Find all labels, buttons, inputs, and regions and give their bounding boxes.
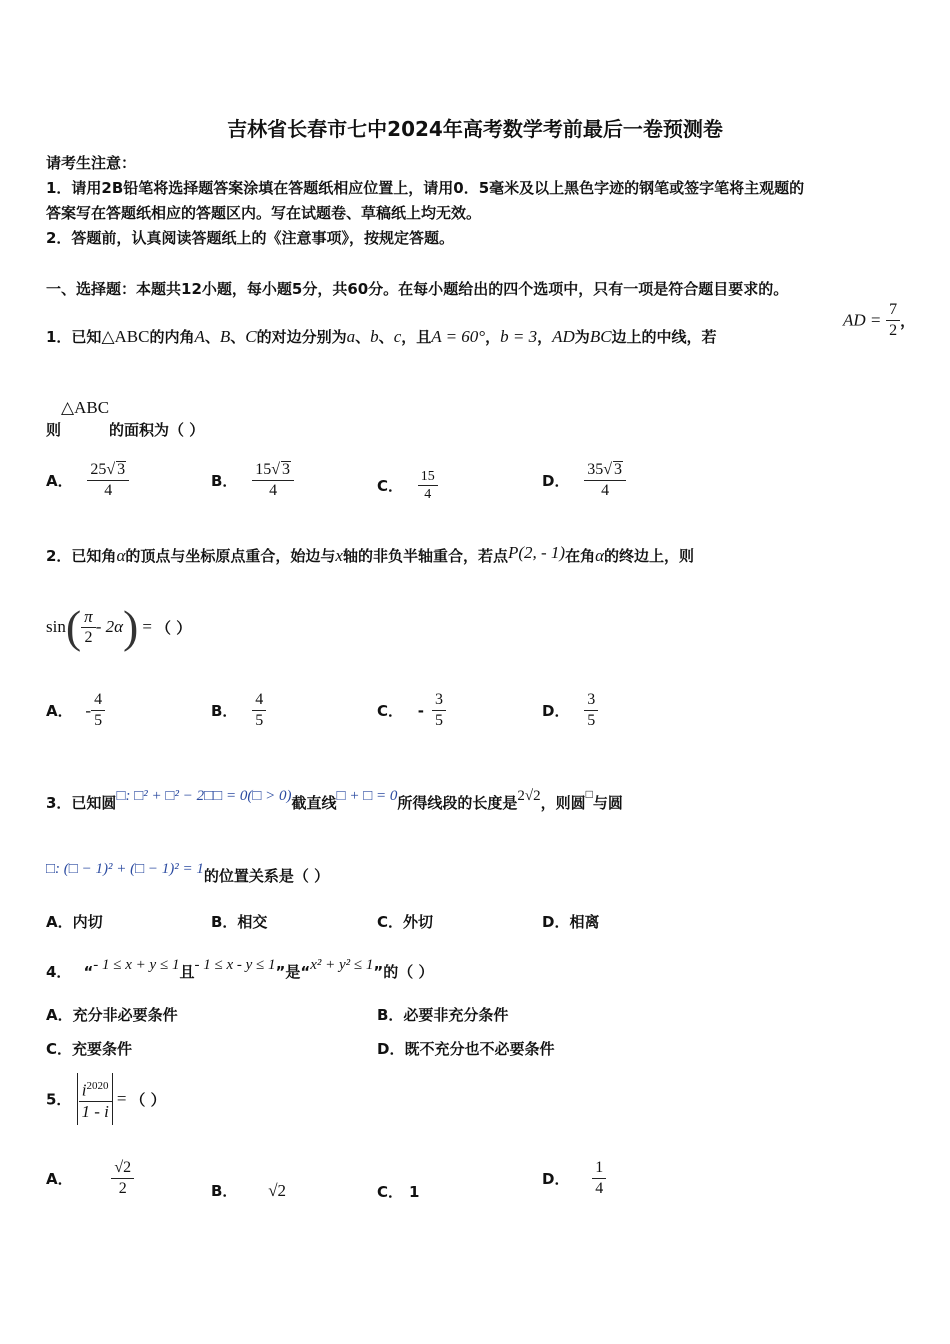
q4-option-a[interactable]: A．充分非必要条件 [46,1006,178,1024]
q2-text: 轴的非负半轴重合，若点 [342,547,508,565]
fraction-denominator: 5 [587,712,596,729]
fraction-numerator: i [81,1080,87,1100]
question-2-line-1 [46,543,694,566]
q5-blank: （ ） [130,1090,166,1109]
q2-text: 的终边上，则 [604,547,695,565]
q5-equals: = [116,1089,127,1108]
q1-text: ，且 [401,328,432,346]
q1-sep: 、 [355,328,371,346]
q1-var: B [219,327,231,346]
q2-text: 的顶点与坐标原点重合，始边与 [125,547,336,565]
option-fraction: $\frac{25√ 3}{4}$ [87,460,129,501]
q4-quote: ” [373,963,384,981]
q2-option-c[interactable] [377,690,446,731]
page-title: 吉林省长春市七中2024年高考数学考前最后一卷预测卷 [227,117,723,141]
fraction-coefficient: 25 [90,461,107,478]
q1-option-c[interactable] [377,468,438,503]
q5-option-d[interactable] [542,1158,606,1199]
option-fraction [252,690,266,731]
fraction-numerator: 3 [432,690,446,711]
q4-condition-3: x² + y² ≤ 1 [310,957,374,973]
q1-sep: 、 [230,328,246,346]
question-2-expression [46,601,192,652]
q1-sep: ， [485,328,501,346]
q5-exponent: 2020 [86,1079,109,1092]
question-4-line [46,957,434,982]
q1-var: A [194,327,205,346]
notice-line-2: 答案写在答题纸相应的答题区内。写在试题卷、草稿纸上均无效。 [46,204,482,222]
option-fraction [418,468,438,503]
fraction-denominator: 2 [889,322,898,339]
q1-side: BC [589,327,612,346]
option-fraction [111,1158,134,1199]
q5-option-c[interactable] [377,1181,419,1202]
fraction-denominator: 4 [601,482,610,499]
option-label: A． [46,702,73,720]
fraction-denominator: 4 [424,487,432,502]
q3-text: 截直线 [291,794,337,812]
option-label: D． [542,472,570,490]
q1-option-d[interactable] [542,460,626,501]
q1-var: C [245,327,257,346]
q3-option-c[interactable]: C．外切 [377,913,434,931]
fraction-denominator: 5 [94,712,103,729]
fraction-denominator: 1 - i [81,1102,109,1122]
q4-text: 的（ ） [383,963,434,981]
fraction-numerator: 15 [418,468,438,486]
option-value: 1 [409,1183,420,1201]
q1-triangle: △ABC [61,398,110,417]
q5-option-a[interactable] [46,1158,134,1199]
fraction-numerator: 7 [886,300,900,321]
option-fraction [592,1158,606,1199]
option-value: √2 [268,1181,287,1200]
fraction-coefficient: 15 [255,461,272,478]
option-label: D． [542,702,570,720]
notice-line-3: 2．答题前，认真阅读答题纸上的《注意事项》，按规定答题。 [46,229,454,247]
q4-quote: ” [275,963,286,981]
q1-sep: ， [900,312,916,330]
q1-option-a[interactable] [46,460,129,501]
option-label: C． [377,477,404,495]
option-sign: - [417,701,425,720]
fraction-numerator: 4 [252,690,266,711]
q1-ad-eq: AD = [843,310,882,330]
fraction-coefficient: 35 [587,461,604,478]
q4-condition-1: - 1 ≤ x + y ≤ 1 [93,957,180,973]
q1-median: AD [552,327,575,346]
fraction-numerator: π [81,607,96,628]
abs-bar-right [112,1073,113,1125]
option-label: B． [211,1182,238,1200]
q1-sep: ， [537,328,553,346]
section-heading: 一、选择题：本题共12小题，每小题5分，共60分。在每小题给出的四个选项中，只有一项是符合题目要求的。 [46,280,789,298]
option-label: A． [46,472,73,490]
q1-text: 的面积为（ ） [109,421,205,439]
q1-text: 则 [46,421,62,439]
notice-heading: 请考生注意： [46,154,137,172]
q2-x: x [335,546,343,565]
q3-text: ，则圆 [540,794,586,812]
q2-option-a[interactable] [46,690,105,731]
q1-text: 边上的中线，若 [611,328,717,346]
question-1-line-1 [46,326,717,347]
q1-text: 为 [574,328,590,346]
q3-circle-n-equation: □: (□ − 1)² + (□ − 1)² = 1 [46,861,204,877]
q3-text: 与圆 [592,794,623,812]
q3-option-a[interactable]: A．内切 [46,913,103,931]
q4-quote: “ [83,963,94,981]
q2-minus-2alpha: - 2α [95,617,124,636]
q1-var: c [393,327,402,346]
option-label: D． [542,1170,570,1188]
q5-text: 5． [46,1090,72,1109]
notice-line-1: 1．请用2B铅笔将选择题答案涂填在答题纸相应位置上，请用0．5毫米及以上黑色字迹的钢笔或签字笔将主观题的 [46,179,805,197]
q5-option-b[interactable] [211,1180,286,1201]
q3-line-equation: □ + □ = 0 [336,788,398,804]
q1-text: 的对边分别为 [256,328,347,346]
fraction-numerator: 4 [91,690,105,711]
q1-sep: 、 [204,328,220,346]
fraction-denominator: 2 [118,1180,127,1197]
option-label: A． [46,1170,73,1188]
fraction-numerator: √2 [111,1158,134,1179]
option-label: B． [211,472,238,490]
q1-condition-side: b = 3 [500,327,538,346]
question-3-line-2 [46,861,329,886]
fraction-denominator: 5 [255,712,264,729]
question-3-line-1 [46,787,623,813]
fraction-denominator: 4 [269,482,278,499]
q2-point: P(2, - 1) [507,543,566,562]
q2-option-d[interactable] [542,690,598,731]
question-5-line [46,1073,166,1125]
sqrt-radicand: 3 [117,461,126,478]
q3-text: 的位置关系是（ ） [203,867,330,885]
q2-blank: （ ） [155,618,192,637]
option-label: C． [377,1183,404,1201]
q3-option-b[interactable]: B．相交 [211,913,268,931]
option-fraction [584,690,598,731]
left-paren: ( [65,601,82,652]
question-1-line-2 [46,398,204,440]
q1-ad-fraction [886,300,900,341]
sqrt-radicand: 3 [282,461,290,478]
q4-text: 是 [285,963,301,981]
q2-pi-fraction [81,607,96,648]
q2-sin: sin [46,617,66,636]
q3-chord-length: 2√2 [517,788,541,804]
q2-equals: = [142,617,152,636]
q3-text: 3．已知圆 [46,794,117,812]
q4-text: 4． [46,963,72,981]
q1-ad-formula [843,300,915,341]
q4-option-c[interactable]: C．充要条件 [46,1040,133,1058]
q5-fraction [78,1076,111,1122]
sqrt-radicand: 3 [614,461,623,478]
q1-text: 1．已知 [46,328,102,346]
q2-text: 2．已知角 [46,547,117,565]
q2-alpha: α [116,546,126,565]
q1-option-b[interactable] [211,460,294,501]
q4-condition-2: - 1 ≤ x - y ≤ 1 [194,957,276,973]
fraction-denominator: 5 [435,712,444,729]
option-sign: - [85,700,92,720]
q3-text: 所得线段的长度是 [397,794,518,812]
option-fraction: $\frac{35√ 3}{4}$ [584,460,626,501]
option-label: B． [211,702,238,720]
q1-sep: 、 [378,328,394,346]
q3-option-d[interactable]: D．相离 [542,913,600,931]
option-fraction: $\frac{15√ 3}{4}$ [252,460,294,501]
right-paren: ) [123,601,139,652]
q3-circle-m-equation: □: □² + □² − 2□□ = 0(□ > 0) [116,788,292,804]
q1-var: a [346,327,356,346]
q4-text: 且 [179,963,195,981]
fraction-denominator: 4 [104,482,113,499]
q2-alpha: α [595,546,605,565]
q1-text: 的内角 [149,328,195,346]
q4-option-b[interactable]: B．必要非充分条件 [377,1006,509,1024]
q3-circle-name: □ [585,787,593,801]
option-label: C． [377,702,404,720]
q1-triangle: △ABC [101,327,150,346]
q2-option-b[interactable] [211,690,266,731]
fraction-numerator: 3 [584,690,598,711]
option-fraction [432,690,446,731]
q4-quote: “ [300,963,311,981]
q4-option-d[interactable]: D．既不充分也不必要条件 [377,1040,555,1058]
q1-var: b [370,327,379,346]
fraction-denominator: 2 [84,628,93,646]
q2-text: 在角 [565,547,596,565]
option-fraction [91,690,105,731]
fraction-denominator: 4 [595,1180,604,1197]
fraction-numerator: 1 [592,1158,606,1179]
q1-condition-angle: A = 60° [431,327,486,346]
